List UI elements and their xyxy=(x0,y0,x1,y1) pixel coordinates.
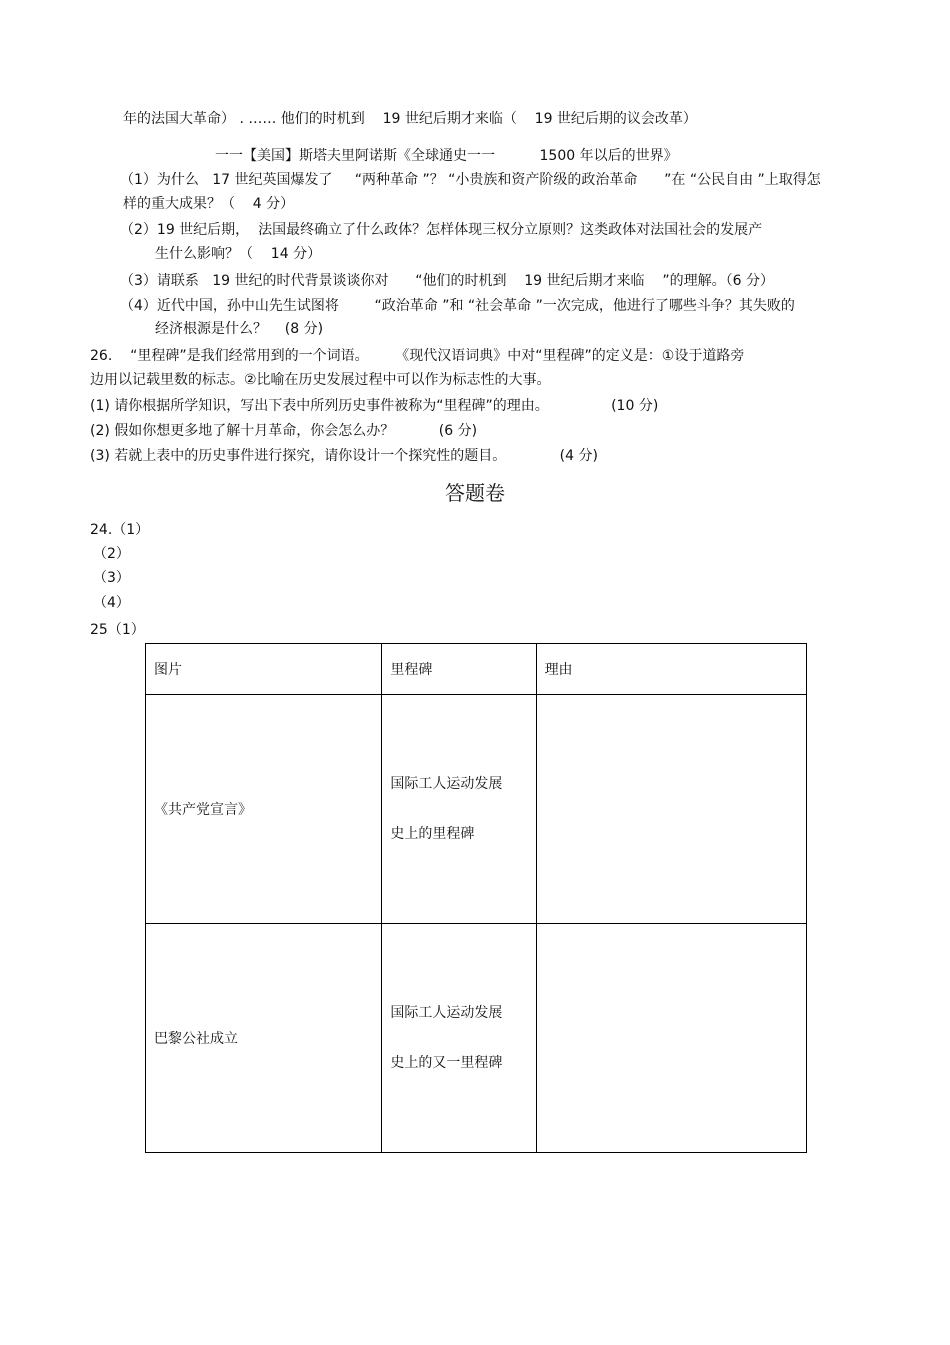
milestone-cell xyxy=(382,924,536,1153)
question-26-stem-1: 26. “里程碑”是我们经常用到的一个词语。 《现代汉语词典》中对“里程碑”的定义是：①设于道路旁 xyxy=(90,348,745,364)
answer-24-4: （4） xyxy=(93,595,130,611)
question-25-2-line-1: （2）19 世纪后期， 法国最终确立了什么政体？怎样体现三权分立原则？这类政体对法国社会的发展产 xyxy=(120,222,763,238)
question-26-3: (3) 若就上表中的历史事件进行探究，请你设计一个探究性的题目。 (4 分) xyxy=(90,448,598,464)
reason-cell[interactable] xyxy=(536,695,806,924)
header-picture: 图片 xyxy=(146,644,382,695)
milestone-table xyxy=(145,643,807,1153)
question-25-2-line-2: 生什么影响？（ 14 分） xyxy=(155,246,322,262)
table-row xyxy=(146,924,807,1153)
passage-line-1: 年的法国大革命） . …… 他们的时机到 19 世纪后期才来临（ 19 世纪后期的议会改革） xyxy=(123,111,697,127)
table-header-row xyxy=(146,644,807,695)
table-row xyxy=(146,695,807,924)
answer-25-1: 25（1） xyxy=(90,622,145,638)
reason-cell[interactable] xyxy=(536,924,806,1153)
milestone-text: 史上的又一里程碑 xyxy=(390,1055,503,1071)
answer-sheet-title: 答题卷 xyxy=(445,481,505,505)
event-cell: 《共产党宣言》 xyxy=(146,695,382,924)
event-cell: 巴黎公社成立 xyxy=(146,924,382,1153)
header-reason: 理由 xyxy=(536,644,806,695)
question-26-1: (1) 请你根据所学知识，写出下表中所列历史事件被称为“里程碑”的理由。 (10 分) xyxy=(90,398,659,414)
answer-24-3: （3） xyxy=(93,570,130,586)
answer-24-1: 24.（1） xyxy=(90,522,150,538)
citation-line: 一一【美国】斯塔夫里阿诺斯《全球通史一一 1500 年以后的世界》 xyxy=(215,148,678,164)
milestone-cell xyxy=(382,695,536,924)
question-25-4-line-2: 经济根源是什么？ (8 分) xyxy=(155,321,324,337)
question-25-1-line-1: （1）为什么 17 世纪英国爆发了 “两种革命 ”？ “小贵族和资产阶级的政治革命 ”在 “公民自由 ”上取得怎 xyxy=(120,172,821,188)
question-26-2: (2) 假如你想更多地了解十月革命，你会怎么办？ (6 分) xyxy=(90,423,478,439)
answer-24-2: （2） xyxy=(93,546,130,562)
question-25-1-line-2: 样的重大成果？（ 4 分） xyxy=(123,196,295,212)
header-milestone: 里程碑 xyxy=(382,644,536,695)
milestone-text: 史上的里程碑 xyxy=(390,826,475,842)
milestone-text: 国际工人运动发展 xyxy=(390,776,503,792)
question-25-3: （3）请联系 19 世纪的时代背景谈谈你对 “他们的时机到 19 世纪后期才来临 ”的理解。（6 分） xyxy=(120,273,774,289)
milestone-text: 国际工人运动发展 xyxy=(390,1005,503,1021)
question-26-stem-2: 边用以记载里数的标志。②比喻在历史发展过程中可以作为标志性的大事。 xyxy=(90,372,551,388)
question-25-4-line-1: （4）近代中国，孙中山先生试图将 “政治革命 ”和 “社会革命 ”一次完成，他进行了哪些斗争？其失败的 xyxy=(120,298,795,314)
